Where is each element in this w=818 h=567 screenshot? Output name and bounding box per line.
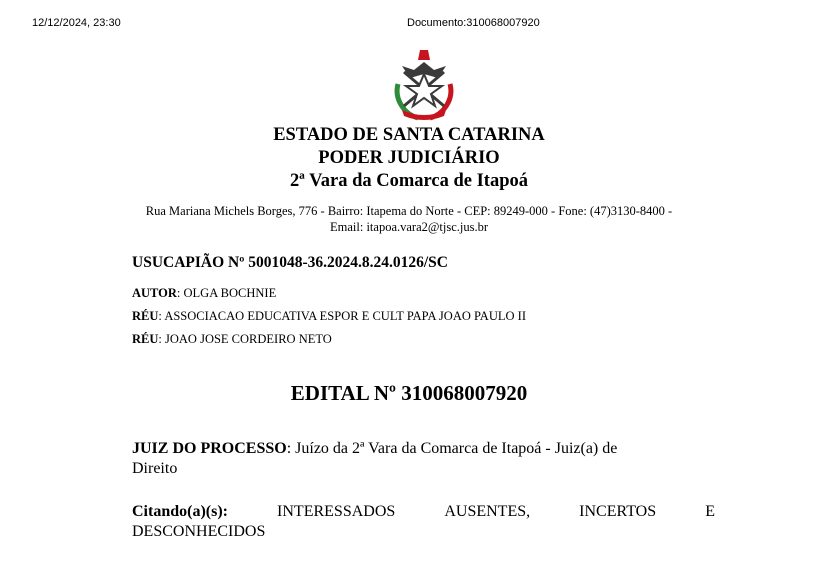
cited-label: Citando(a)(s): bbox=[132, 503, 228, 520]
party-name: : OLGA BOCHNIE bbox=[176, 286, 277, 300]
cited-paragraph bbox=[132, 502, 715, 542]
address-line-2: Email: itapoa.vara2@tjsc.jus.br bbox=[330, 220, 488, 234]
party-role: RÉU bbox=[132, 332, 159, 346]
address-line-1: Rua Mariana Michels Borges, 776 - Bairro: Itapema do Norte - CEP: 89249-000 - Fone: (47)3130-8400 - bbox=[145, 204, 673, 218]
party-defendant-1 bbox=[132, 309, 526, 324]
cited-word: E bbox=[705, 503, 715, 520]
party-role: AUTOR bbox=[132, 286, 177, 300]
judge-line-2: Direito bbox=[132, 460, 178, 477]
cited-word: INCERTOS bbox=[579, 503, 657, 520]
party-name: : JOAO JOSE CORDEIRO NETO bbox=[158, 332, 332, 346]
cited-line-1 bbox=[132, 502, 715, 522]
court-address bbox=[0, 203, 818, 235]
state-heading: ESTADO DE SANTA CATARINA bbox=[273, 125, 545, 145]
judge-text: : Juízo da 2ª Vara da Comarca de Itapoá - Juiz(a) de bbox=[286, 440, 618, 457]
judge-line-1 bbox=[132, 439, 715, 459]
cited-line-2: DESCONHECIDOS bbox=[132, 523, 266, 540]
cited-word: INTERESSADOS bbox=[277, 503, 396, 520]
edital-title: EDITAL Nº 310068007920 bbox=[290, 381, 528, 405]
party-role: RÉU bbox=[132, 309, 159, 323]
case-title: USUCAPIÃO Nº 5001048-36.2024.8.24.0126/SC bbox=[132, 254, 448, 271]
cited-word: AUSENTES, bbox=[444, 503, 531, 520]
print-datetime: 12/12/2024, 23:30 bbox=[32, 17, 121, 29]
coat-of-arms-icon bbox=[384, 44, 464, 124]
judge-paragraph bbox=[132, 439, 715, 479]
court-heading: 2ª Vara da Comarca de Itapoá bbox=[289, 171, 528, 191]
party-author bbox=[132, 286, 276, 301]
judiciary-heading: PODER JUDICIÁRIO bbox=[318, 148, 500, 168]
document-number: Documento:310068007920 bbox=[407, 17, 540, 29]
judge-label: JUIZ DO PROCESSO bbox=[132, 440, 287, 457]
party-name: : ASSOCIACAO EDUCATIVA ESPOR E CULT PAPA JOAO PAULO II bbox=[158, 309, 526, 323]
party-defendant-2 bbox=[132, 332, 332, 347]
